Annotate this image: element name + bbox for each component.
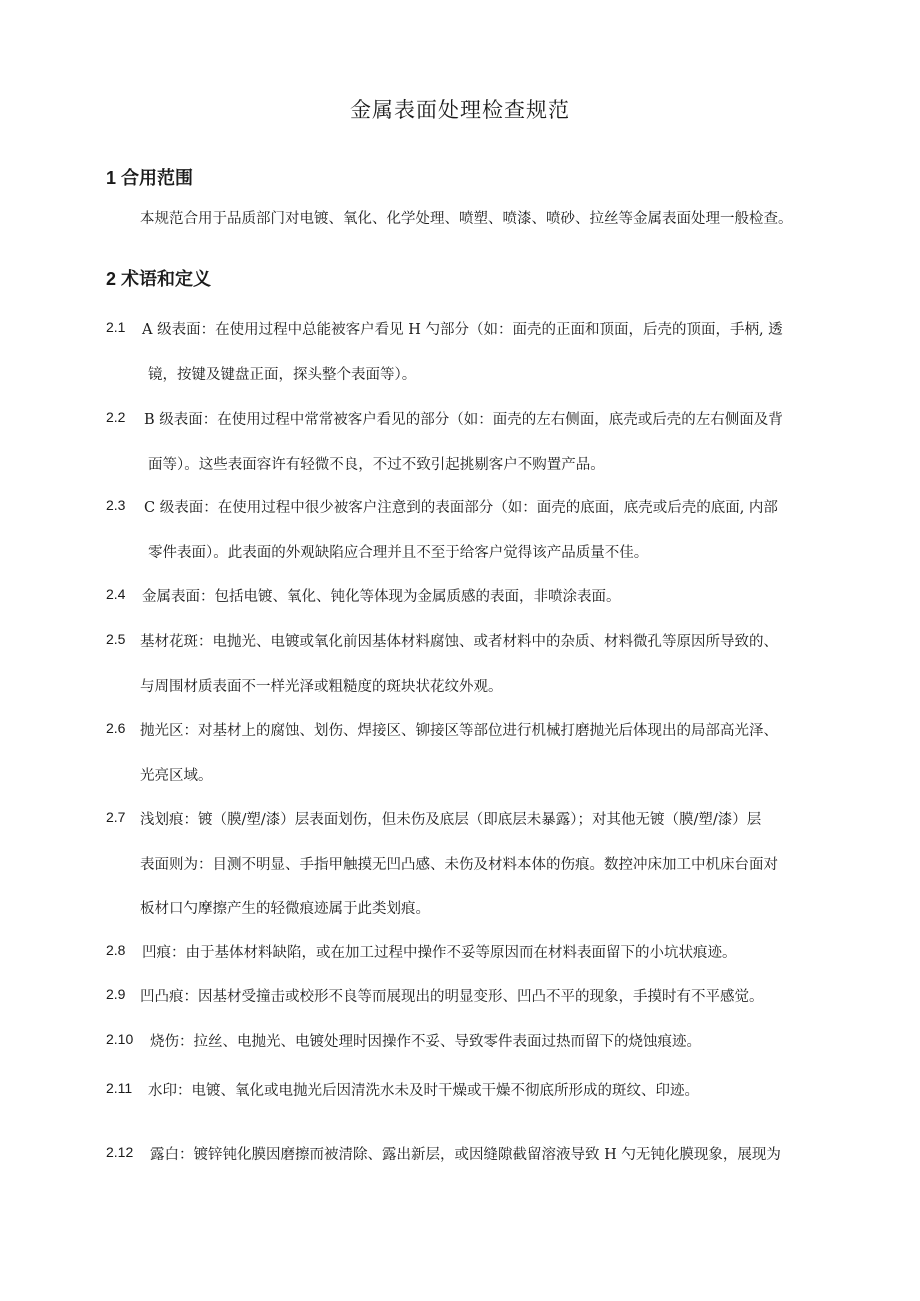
item-line: C 级表面：在使用过程中很少被客户注意到的表面部分（如：面壳的底面，底壳或后壳的底面, 内部 [144, 500, 778, 516]
item-line: B 级表面：在使用过程中常常被客户看见的部分（如：面壳的左右侧面，底壳或后壳的左右侧面及背 [144, 412, 783, 428]
item-number: 2.1 [106, 319, 126, 335]
item-number: 2.3 [106, 497, 126, 513]
item-number: 2.2 [106, 409, 126, 425]
item-line: 与周围材质表面不一样光泽或粗糙度的斑块状花纹外观。 [140, 679, 503, 695]
item-line: 浅划痕：镀（膜/塑/漆）层表面划伤，但未伤及底层（即底层未暴露）；对其他无镀（膜/塑/漆）层 [140, 812, 762, 828]
item-line: 凹凸痕：因基材受撞击或校形不良等而展现出的明显变形、凹凸不平的现象，手摸时有不平感觉。 [140, 989, 764, 1005]
item-line: 水印：电镀、氧化或电抛光后因清洗水未及时干燥或干燥不彻底所形成的斑纹、印迹。 [148, 1083, 699, 1099]
item-number: 2.7 [106, 809, 126, 825]
item-number: 2.4 [106, 586, 126, 602]
item-line: 表面则为：目测不明显、手指甲触摸无凹凸感、未伤及材料本体的伤痕。数控冲床加工中机床台面对 [140, 857, 778, 873]
item-line: 抛光区：对基材上的腐蚀、划伤、焊接区、铆接区等部位进行机械打磨抛光后体现出的局部高光泽、 [140, 723, 778, 739]
item-number: 2.5 [106, 631, 126, 647]
item-line: 光亮区域。 [140, 768, 213, 784]
item-line: A 级表面：在使用过程中总能被客户看见 H 勺部分（如：面壳的正面和顶面，后壳的顶面，手柄, 透 [142, 322, 783, 338]
item-line: 烧伤：拉丝、电抛光、电镀处理时因操作不妥、导致零件表面过热而留下的烧蚀痕迹。 [150, 1034, 701, 1050]
item-number: 2.9 [106, 986, 126, 1002]
document-title: 金属表面处理检查规范 [350, 98, 570, 122]
item-number: 2.12 [106, 1144, 134, 1160]
section-1-heading: 1 合用范围 [106, 168, 194, 188]
item-number: 2.6 [106, 720, 126, 736]
item-number: 2.10 [106, 1031, 134, 1047]
item-line: 零件表面）。此表面的外观缺陷应合理并且不至于给客户觉得该产品质量不佳。 [148, 545, 649, 561]
item-number: 2.11 [106, 1080, 133, 1096]
item-line: 金属表面：包括电镀、氧化、钝化等体现为金属质感的表面，非喷涂表面。 [142, 589, 621, 605]
item-line: 露白：镀锌钝化膜因磨擦而被清除、露出新层，或因缝隙截留溶液导致 H 勺无钝化膜现象，展现为 [150, 1147, 781, 1163]
item-line: 镜，按键及键盘正面，探头整个表面等）。 [148, 367, 417, 383]
item-line: 面等）。这些表面容许有轻微不良，不过不致引起挑剔客户不购置产品。 [148, 457, 605, 473]
item-number: 2.8 [106, 942, 126, 958]
section-1-text: 本规范合用于品质部门对电镀、氧化、化学处理、喷塑、喷漆、喷砂、拉丝等金属表面处理一般检查。 [140, 211, 793, 227]
item-line: 板材口勺摩擦产生的轻微痕迹属于此类划痕。 [140, 901, 430, 917]
item-line: 凹痕：由于基体材料缺陷，或在加工过程中操作不妥等原因而在材料表面留下的小坑状痕迹。 [142, 945, 737, 961]
section-2-heading: 2 术语和定义 [106, 269, 212, 289]
item-line: 基材花斑：电抛光、电镀或氧化前因基体材料腐蚀、或者材料中的杂质、材料微孔等原因所导致的、 [140, 634, 778, 650]
